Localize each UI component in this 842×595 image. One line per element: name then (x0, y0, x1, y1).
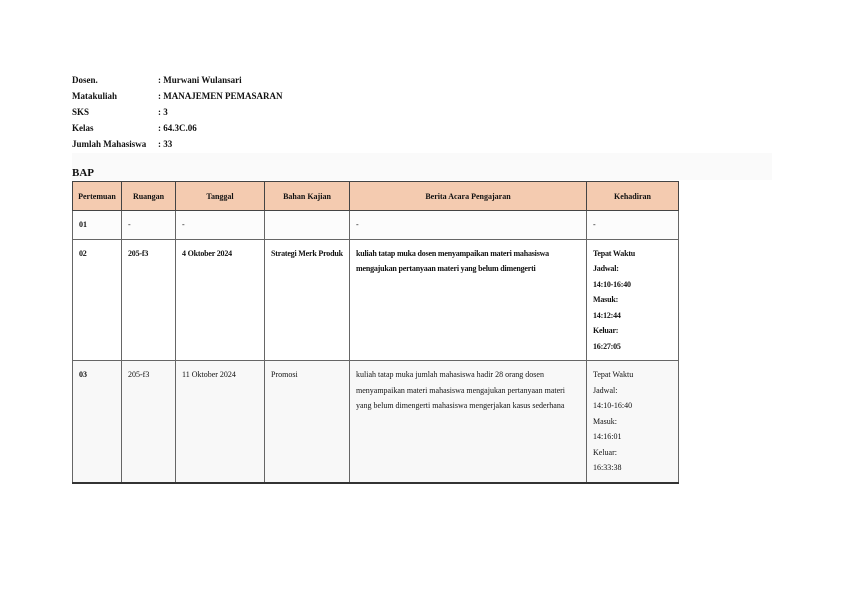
kehadiran-keluar-value: 16:27:05 (593, 341, 621, 351)
cell-kehadiran (587, 211, 679, 240)
kehadiran-jadwal-label: Jadwal: (593, 264, 619, 273)
cell-tanggal: 11 Oktober 2024 (176, 361, 265, 483)
table-row (73, 211, 679, 240)
kehadiran-jadwal-value: 14:10-16:40 (593, 401, 633, 410)
bap-title: BAP (72, 167, 94, 179)
section-band (72, 153, 772, 180)
header-pertemuan: Pertemuan (73, 182, 122, 211)
kehadiran-keluar-label: Keluar: (593, 326, 619, 335)
jumlah-mahasiswa-label: Jumlah Mahasiswa (72, 139, 147, 149)
cell-pertemuan: 02 (73, 239, 122, 361)
header-kehadiran: Kehadiran (587, 182, 679, 211)
course-info (72, 72, 283, 152)
cell-berita-acara: - (350, 211, 587, 240)
cell-berita-acara: kuliah tatap muka jumlah mahasiswa hadir 28 orang dosen menyampaikan materi mahasiswa mengajukan pertanyaan materi yang belum dimengerti mahasiswa mengerjakan kasus sederhana (350, 361, 587, 483)
cell-bahan-kajian: Promosi (265, 361, 350, 483)
dosen-label: Dosen. (72, 75, 98, 85)
cell-kehadiran (587, 361, 679, 483)
cell-ruangan: 205-f3 (122, 361, 176, 483)
kehadiran-keluar-label: Keluar: (593, 447, 617, 457)
kehadiran-jadwal-label: Jadwal: (593, 385, 618, 395)
info-row-jumlah-mahasiswa (72, 136, 283, 152)
cell-bahan-kajian (265, 211, 350, 240)
cell-ruangan: 205-f3 (122, 239, 176, 361)
kehadiran-jadwal-value: 14:10-16:40 (593, 279, 631, 289)
cell-berita-acara: kuliah tatap muka dosen menyampaikan materi mahasiswa mengajukan pertanyaan materi yang belum dimengerti (350, 239, 587, 361)
matakuliah-value: : MANAJEMEN PEMASARAN (158, 91, 283, 101)
header-tanggal: Tanggal (176, 182, 265, 211)
kehadiran-masuk-value: 14:12:44 (593, 310, 621, 320)
kehadiran-line: - (593, 220, 596, 229)
cell-tanggal: - (176, 211, 265, 240)
jumlah-mahasiswa-value: : 33 (158, 139, 173, 149)
cell-bahan-kajian: Strategi Merk Produk (265, 239, 350, 361)
cell-pertemuan: 03 (73, 361, 122, 483)
info-row-dosen (72, 72, 283, 88)
bap-table (72, 181, 679, 484)
header-bahan-kajian: Bahan Kajian (265, 182, 350, 211)
kehadiran-status: Tepat Waktu (593, 248, 636, 258)
header-ruangan: Ruangan (122, 182, 176, 211)
info-row-matakuliah (72, 88, 283, 104)
kehadiran-masuk-label: Masuk: (593, 416, 617, 426)
table-row (73, 361, 679, 483)
table-row (73, 239, 679, 361)
kehadiran-status: Tepat Waktu (593, 370, 634, 379)
header-berita-acara: Berita Acara Pengajaran (350, 182, 587, 211)
cell-kehadiran (587, 239, 679, 361)
kehadiran-masuk-label: Masuk: (593, 295, 619, 304)
kelas-value: : 64.3C.06 (158, 123, 197, 133)
kelas-label: Kelas (72, 123, 94, 133)
sks-value: : 3 (158, 107, 168, 117)
kehadiran-masuk-value: 14:16:01 (593, 432, 622, 441)
kehadiran-keluar-value: 16:33:38 (593, 463, 622, 472)
table-header-row (73, 182, 679, 211)
sks-label: SKS (72, 107, 90, 117)
info-row-kelas (72, 120, 283, 136)
dosen-value: : Murwani Wulansari (158, 75, 242, 85)
matakuliah-label: Matakuliah (72, 91, 118, 101)
cell-tanggal: 4 Oktober 2024 (176, 239, 265, 361)
info-row-sks (72, 104, 283, 120)
cell-pertemuan: 01 (73, 211, 122, 240)
cell-ruangan: - (122, 211, 176, 240)
